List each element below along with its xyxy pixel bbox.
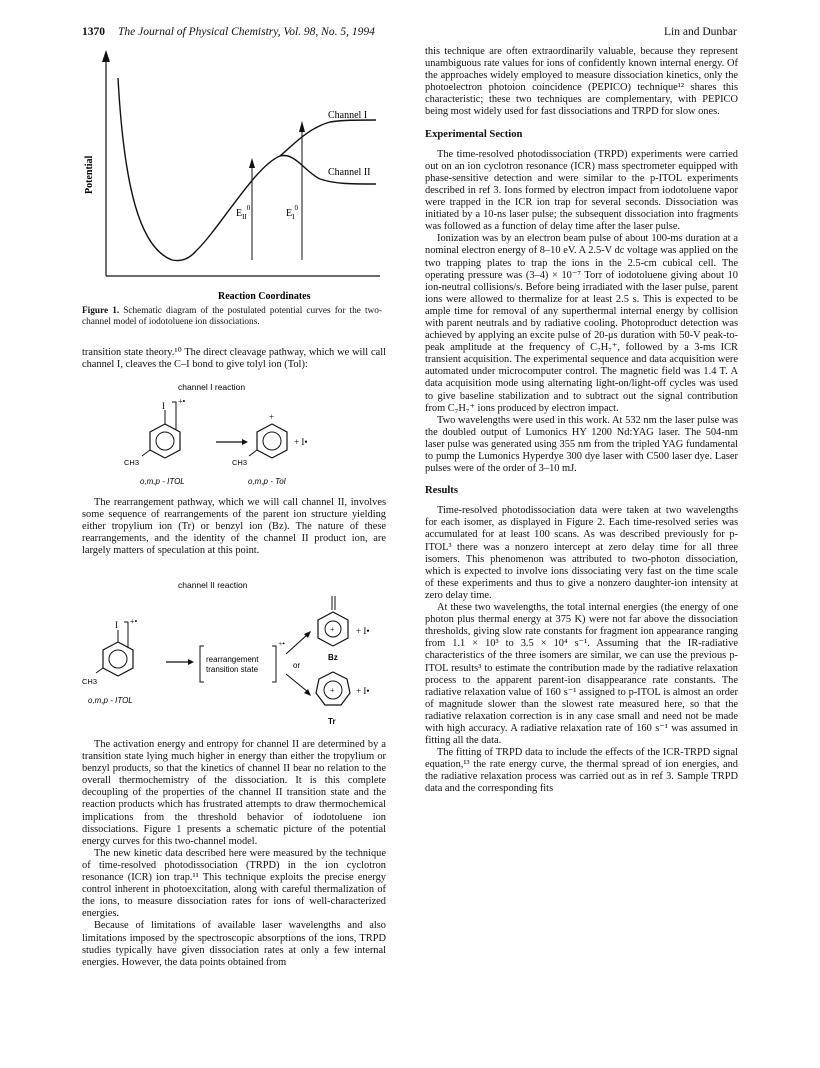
tr-iodine: + I• [356, 686, 370, 696]
ts-charge: +• [278, 639, 285, 648]
caption-label: Figure 1. [82, 306, 120, 316]
tr-charge: + [330, 686, 335, 695]
section-heading-results: Results [425, 485, 458, 497]
right-column [425, 46, 738, 796]
ts-line1: rearrangement [206, 655, 259, 664]
bz-iodine: + I• [356, 626, 370, 636]
iodine-atom: I [115, 620, 118, 630]
tr-label: Tr [328, 717, 336, 726]
journal-citation: The Journal of Physical Chemistry, Vol. 98, No. 5, 1994 [118, 26, 375, 38]
paragraph: At these two wavelengths, the total internal energies (the energy of one photon plus thermal energy at 375 K) were not far above the dissociation thresholds, giving slow rate constants for fragment ion appearance ranging from 1.1 × 10³ to 3.5 × 10⁴ s⁻¹. Assuming that the IR-radiative characteristics of the three isomers are similar, we can use the previous p-ITOL results³ to estimate the contribution made by the radiative relaxation process to the apparent parent-ion disappearance rate constants. The radiative relaxation value of 160 s⁻¹ assigned to p-ITOL is almost an order of magnitude slower than the slowest rate measured here, so that the radiative relaxation correction is in any case small and need not be made with high accuracy. A radiative relaxation rate of 160 s⁻¹ was assumed in fitting all the data. [425, 602, 738, 747]
paragraph: The fitting of TRPD data to include the effects of the ICR-TRPD signal equation,¹³ the rate energy curve, the thermal spread of ion energies, and the radiative relaxation process was carried out as in ref 3. Sample TRPD data and the corresponding fits [425, 747, 738, 795]
left-column-mid [82, 497, 386, 557]
paragraph: Because of limitations of available laser wavelengths and also limitations imposed by the spectroscopic absorptions of the ions, TRPD studies typically have given dissociation rates at only a few internal energies. However, the data points obtained from [82, 920, 386, 968]
paragraph: Ionization was by an electron beam pulse of about 100-ms duration at a nominal electron energy of 8–10 eV. A 2.5-V dc voltage was applied on the two trapping plates to trap the ions in the 2.5-cm cubical cell. The operating pressure was (3–4) × 10⁻⁷ Torr of iodotoluene giving about 10 ion-neutral collisions/s. Before being irradiated with the laser pulse, parent ions were allowed to thermalize for at least 2.5 s. This is expected to be ample time for removal of any superthermal internal energy by collision with parent neutrals and by radiative cooling. Photoproduct detection was achieved by applying an excite pulse of 20-μs duration with 50-V peak-to-peak amplitude at the frequency of C₇H₇⁺, followed by a 3-ms ICR transient acquisition. The experimental sequence and data acquisition were automated under microcomputer control. The magnetic field was 1.4 T. A data acquisition mode using alternating light-on/light-off cycles was used to give baseline stabilization and to subtract out the signal contribution from C₇H₇⁺ ions produced by electron impact. [425, 233, 738, 414]
or-label: or [293, 661, 301, 670]
bz-charge: + [330, 625, 335, 634]
y-axis-arrow [102, 50, 110, 62]
iodine-radical: + I• [294, 437, 308, 447]
caption-text: Schematic diagram of the postulated potential curves for the two-channel model of iodotoluene ion dissociations. [82, 306, 382, 327]
paragraph: Two wavelengths were used in this work. At 532 nm the laser pulse was the doubled output of Lumonics HY 1200 Nd:YAG laser. The 504-nm laser pulse was generated using 355 nm from the tripled YAG fundamental to pump the Lumonics Hyperdye 300 dye laser with C500 laser dye. Laser pulses were of the order of 3–10 mJ. [425, 414, 738, 475]
channel2-label: Channel II [328, 167, 371, 178]
paragraph: The new kinetic data described here were measured by the technique of time-resolved photodissociation (TRPD) in the ion cyclotron resonance (ICR) ion trap.¹¹ This technique exploits the precise energy control inherent in photoexcitation, along with careful thermalization of the ions, to measure dissociation rates for ions of well-characterized energies. [82, 847, 386, 920]
scheme-channel1 [120, 380, 370, 490]
methyl-group: CH3 [82, 677, 98, 686]
section-heading-experimental: Experimental Section [425, 128, 523, 140]
left-column-bottom [82, 739, 386, 969]
radical-cation-mark: +• [130, 617, 138, 626]
product-charge: + [269, 412, 275, 422]
paragraph: transition state theory.¹⁰ The direct cleavage pathway, which we will call channel I, cleaves the C–I bond to give tolyl ion (Tol): [82, 347, 386, 371]
scheme1-title: channel I reaction [178, 382, 246, 392]
e2-label: $E_{II}^0$ [236, 204, 251, 221]
product-ring [257, 424, 287, 458]
page-number: 1370 [82, 26, 105, 38]
channel1-label: Channel I [328, 110, 368, 121]
figure1-caption [82, 306, 382, 328]
paragraph: Time-resolved photodissociation data were taken at two wavelengths for each isomer, as displayed in Figure 2. Each time-resolved series was accumulated for at least 100 scans. As was described previously for p-ITOL³ there was a nonzero intercept at zero delay time for all three isomers. This phenomenon was attributed to two-photon dissociation, which is expected to involve ions dissociating very fast on the time scale of these experiments and thus to give a nonzero daughter-ion intensity at zero delay time. [425, 505, 738, 601]
x-axis-label: Reaction Coordinates [218, 291, 311, 302]
y-axis-label: Potential [84, 155, 95, 194]
e1-label: $E_I^0$ [286, 204, 298, 221]
reactant-name: o,m,p - ITOL [140, 477, 185, 486]
reactant-name: o,m,p - ITOL [88, 696, 133, 705]
iodine-atom: I [162, 401, 165, 411]
potential-well-curve [118, 78, 196, 261]
paragraph: The time-resolved photodissociation (TRPD) experiments were carried out on an ion cyclotron resonance (ICR) mass spectrometer equipped with phase-sensitive detection and were similar to the p-ITOL experiments described in ref 3. Ions formed by electron impact from iodotoluene vapor were trapped in the ICR ion trap for several seconds. Dissociation was initiated by a 10-ns laser pulse; the subsequent dissociation into fragments was followed as a function of delay time after the laser pulse. [425, 148, 738, 233]
e2-arrow-head [249, 158, 255, 168]
scheme2-title: channel II reaction [178, 580, 248, 590]
running-authors: Lin and Dunbar [664, 26, 737, 38]
figure1-potential-diagram [80, 48, 400, 306]
scheme-channel2 [82, 578, 402, 726]
bz-label: Bz [328, 653, 338, 662]
radical-cation-mark: +• [178, 397, 186, 406]
product-name: o,m,p - Tol [248, 477, 286, 486]
paragraph: this technique are often extraordinarily valuable, because they represent unambiguous rate values for ions of confidently known internal energy. Of the approaches widely employed to measure dissociation kinetics, only the photoelectron photoion coincidence (PEPICO) technique¹² shares this characteristic; these two techniques are complementary, with PEPICO being most widely used for fast dissociations and TRPD for slow ones. [425, 46, 738, 118]
e1-arrow-head [299, 121, 305, 132]
left-column-top [82, 347, 386, 371]
channel1-curve [280, 120, 376, 156]
ts-line2: transition state [206, 665, 259, 674]
paragraph: The rearrangement pathway, which we will call channel II, involves some sequence of rearrangements of the parent ion structure yielding either tropylium ion (Tr) or benzyl ion (Bz). The nature of these rearrangements, and the identity of the channel II product ion, are largely matters of speculation at this point. [82, 497, 386, 557]
paragraph: The activation energy and entropy for channel II are determined by a transition state lying much higher in energy than either the tropylium or benzyl products, so that the kinetics of channel II bear no relation to the overall thermochemistry of the dissociation. It is this complete decoupling of the properties of the channel II transition state and the reaction products which has frustrated attempts to draw thermochemical implications from the threshold behavior of iodotoluene ion dissociations. Figure 1 presents a schematic picture of the potential energy curves for this two-channel model. [82, 739, 386, 847]
product-methyl: CH3 [232, 458, 248, 467]
methyl-group: CH3 [124, 458, 140, 467]
